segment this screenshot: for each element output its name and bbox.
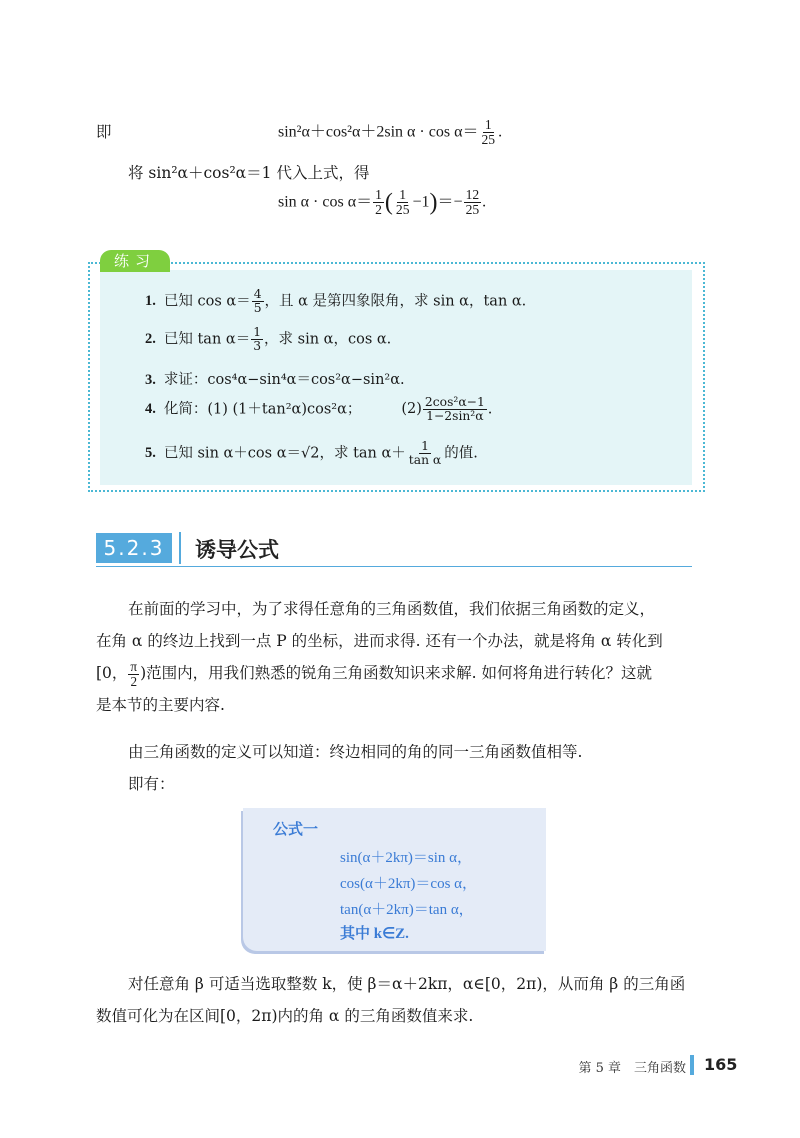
page-number: 165 [704, 1055, 738, 1074]
formula-condition: 其中 k∈Z. [340, 926, 409, 942]
para2-line2: 即有： [128, 775, 175, 793]
section-divider [179, 532, 181, 564]
substitute-line: 将 sin²α＋cos²α＝1 代入上式，得 [128, 164, 370, 182]
exercise-3: 3. 求证：cos⁴α−sin⁴α＝cos²α−sin²α. [145, 372, 405, 388]
formula-sin: sin(α＋2kπ)＝sin α， [340, 850, 473, 866]
para1-line4: 是本节的主要内容. [96, 696, 225, 714]
formula-title: 公式一 [273, 820, 319, 838]
exercise-5: 5. 已知 sin α＋cos α＝√2，求 tan α＋ $\frac{1}{\text{tan α}}$ 的值. [145, 439, 478, 467]
section-number: 5.2.3 [96, 533, 172, 563]
section-underline [96, 566, 692, 567]
exercise-1: 1. 已知 cos α＝ $\frac{4}{5}$ ，且 α 是第四象限角，求 sin α，tan α. [145, 287, 527, 315]
ji-label: 即 [96, 123, 112, 141]
para1-line3: [0， $\frac{\pi}{2}$ )范围内，用我们熟悉的锐角三角函数知识来求解. 如何将角进行转化？这就 [96, 658, 652, 689]
practice-tab: 练习 [100, 250, 170, 272]
para1-line1: 在前面的学习中，为了求得任意角的三角函数值，我们依据三角函数的定义， [128, 600, 656, 618]
formula-tan: tan(α＋2kπ)＝tan α， [340, 902, 474, 918]
section-title: 诱导公式 [195, 538, 279, 562]
para3-line1: 对任意角 β 可适当选取整数 k，使 β＝α＋2kπ，α∈[0，2π)，从而角 β 的三角函 [128, 975, 686, 993]
footer-chapter: 第 5 章 三角函数 [578, 1061, 686, 1076]
equation-1: sin²α＋cos²α＋2sin α · cos α＝ $\frac{1}{25}$ . [278, 117, 503, 148]
para3-line2: 数值可化为在区间[0，2π)内的角 α 的三角函数值来求. [96, 1007, 474, 1025]
exercise-4: 4. 化简：(1) (1＋tan²α)cos²α； (2) $\frac{\text{2cos²α−1}}{\text{1−2sin²α}}$ . [145, 395, 493, 423]
exercise-2: 2. 已知 tan α＝ $\frac{1}{3}$ ，求 sin α，cos α. [145, 325, 392, 353]
formula-cos: cos(α＋2kπ)＝cos α， [340, 876, 478, 892]
footer-bar [690, 1055, 694, 1075]
para1-line2: 在角 α 的终边上找到一点 P 的坐标，进而求得. 还有一个办法，就是将角 α 转化到 [96, 632, 663, 650]
para2-line1: 由三角函数的定义可以知道：终边相同的角的同一三角函数值相等. [128, 743, 583, 761]
equation-2: sin α · cos α＝ $\frac{1}{2}$ ( $\frac{1}{25}$ −1)＝− $\frac{12}{25}$ . [278, 187, 487, 218]
